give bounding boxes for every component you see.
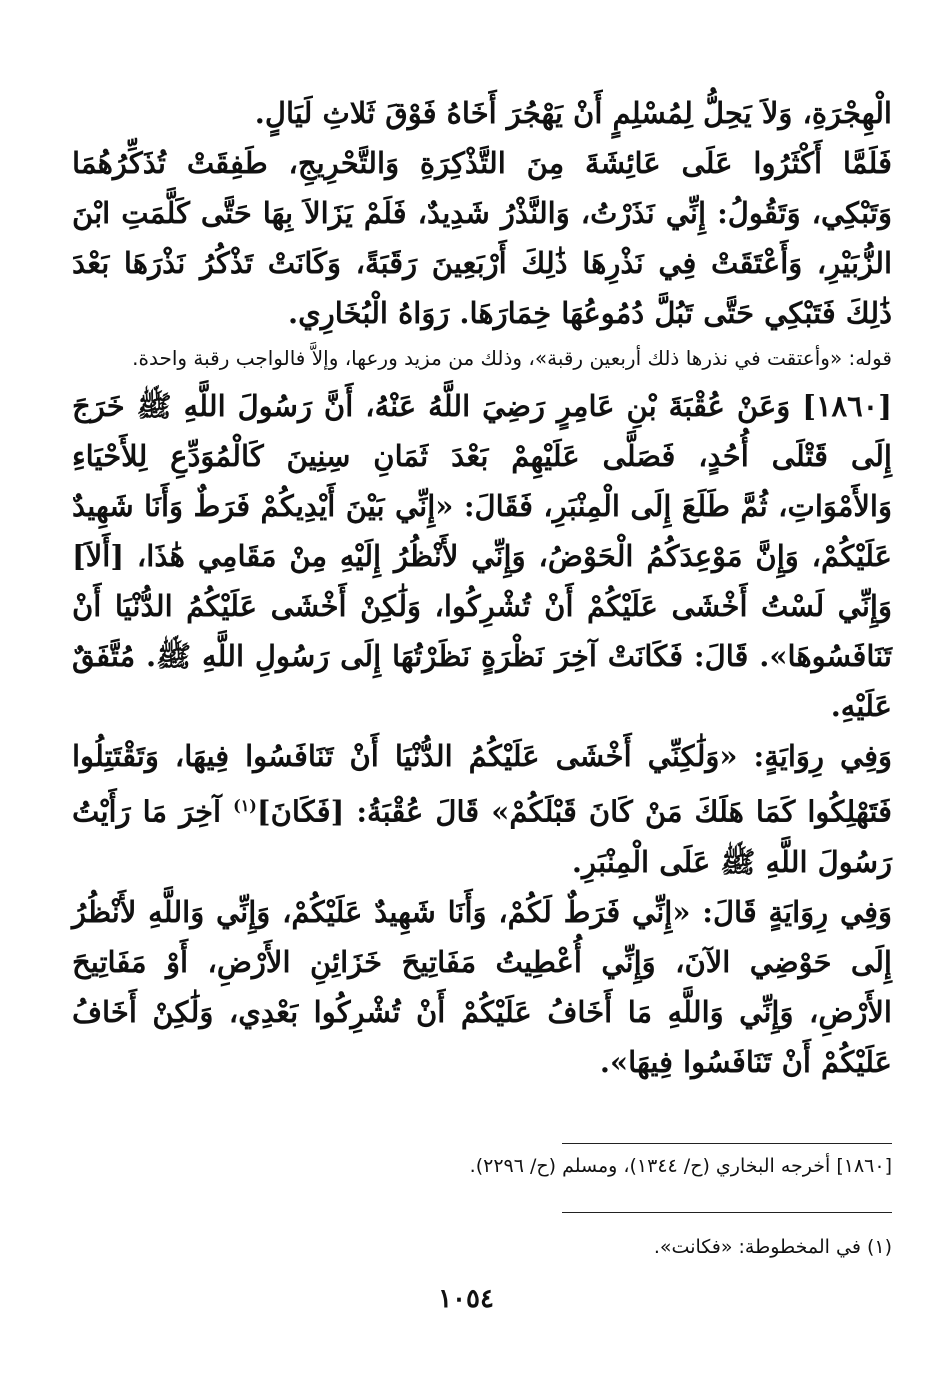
footnote-1: (١) في المخطوطة: «فكانت». [653,1236,892,1258]
paragraph-riwaya-2: وَفِي رِوَايَةٍ قَالَ: «إِنِّي فَرَطٌ لَكُمْ، وَأَنَا شَهِيدٌ عَلَيْكُمْ، وَإِنِّي وَاللَّهِ لأَنْظُرُ إِلَى حَوْضِي الآنَ، وَإِنِّي أُعْطِيتُ مَفَاتِيحَ خَزَائِنِ الأَرْضِ، أَوْ مَفَاتِيحَ الأَرْضِ، وَإِنِّي وَاللَّهِ مَا أَخَافُ عَلَيْكُمْ أَنْ تُشْرِكُوا بَعْدِي، وَلَٰكِنْ أَخَافُ عَلَيْكُمْ أَنْ تَنَافَسُوا فِيهَا». [72,894,892,1079]
paragraph-1: الْهِجْرَةِ، وَلاَ يَحِلُّ لِمُسْلِمٍ أَنْ يَهْجُرَ أَخَاهُ فَوْقَ ثَلاثِ لَيَالٍ. [254,96,892,130]
footnote-ref-1: (١) [233,796,257,815]
takhrij-note: [١٨٦٠] أخرجه البخاري (ح/ ١٣٤٤)، ومسلم (ح/ ٢٢٩٦). [469,1155,892,1177]
commentary-note: قوله: «وأعتقت في نذرها ذلك أربعين رقبة»، وذلك من مزيد ورعها، وإلاَّ فالواجب رقبة واحدة. [132,346,892,370]
footnote-separator-2 [562,1212,892,1213]
main-text [72,88,892,1087]
riwaya-1-text: وَفِي رِوَايَةٍ: «وَلَٰكِنِّي أَخْشَى عَلَيْكُمُ الدُّنْيَا أَنْ تَنَافَسُوا فِيهَا، وَتَقْتَتِلُوا فَتَهْلِكُوا كَمَا هَلَكَ مَنْ كَانَ قَبْلَكُمْ» قَالَ عُقْبَةُ: [فَكَانَ] [72,739,892,829]
paragraph-riwaya-1 [72,731,892,887]
page-number: ١٠٥٤ [438,1284,494,1314]
riwaya-1-text-end: آخِرَ مَا رَأَيْتُ رَسُولَ اللَّهِ ﷺ عَلَى الْمِنْبَرِ. [72,794,892,879]
paragraph-2: فَلَمَّا أَكْثَرُوا عَلَى عَائِشَةَ مِنَ التَّذْكِرَةِ وَالتَّحْرِيجِ، طَفِقَتْ تُذَكِّرُهُمَا وَتَبْكِي، وَتَقُولُ: إِنِّي نَذَرْتُ، وَالنَّذْرُ شَدِيدٌ، فَلَمْ يَزَالاَ بِهَا حَتَّى كَلَّمَتِ ابْنَ الزُّبَيْرِ، وَأَعْتَقَتْ فِي نَذْرِهَا ذَٰلِكَ أَرْبَعِينَ رَقَبَةً، وَكَانَتْ تَذْكُرُ نَذْرَهَا بَعْدَ ذَٰلِكَ فَتَبْكِي حَتَّى تَبُلَّ دُمُوعُهَا خِمَارَهَا. رَوَاهُ الْبُخَارِي. [72,146,892,330]
hadith-1860: [١٨٦٠] وَعَنْ عُقْبَةَ بْنِ عَامِرٍ رَضِيَ اللَّهُ عَنْهُ، أَنَّ رَسُولَ اللَّهِ ﷺ خَرَجَ إِلَى قَتْلَى أُحُدٍ، فَصَلَّى عَلَيْهِمْ بَعْدَ ثَمَانِ سِنِينَ كَالْمُوَدِّعِ لِلأَحْيَاءِ وَالأَمْوَاتِ، ثُمَّ طَلَعَ إِلَى الْمِنْبَرِ، فَقَالَ: «إِنِّي بَيْنَ أَيْدِيكُمْ فَرَطٌ وَأَنَا شَهِيدٌ عَلَيْكُمْ، وَإِنَّ مَوْعِدَكُمُ الْحَوْضُ، وَإِنِّي لأَنْظُرُ إِلَيْهِ مِنْ مَقَامِي هَٰذَا، [أَلاَ] وَإِنِّي لَسْتُ أَخْشَى عَلَيْكُمْ أَنْ تُشْرِكُوا، وَلَٰكِنْ أَخْشَى عَلَيْكُمُ الدُّنْيَا أَنْ تَنَافَسُوهَا». قَالَ: فَكَانَتْ آخِرَ نَظْرَةٍ نَظَرْتُهَا إِلَى رَسُولِ اللَّهِ ﷺ. مُتَّفَقٌ عَلَيْهِ. [72,389,892,723]
footnote-separator [562,1143,892,1144]
